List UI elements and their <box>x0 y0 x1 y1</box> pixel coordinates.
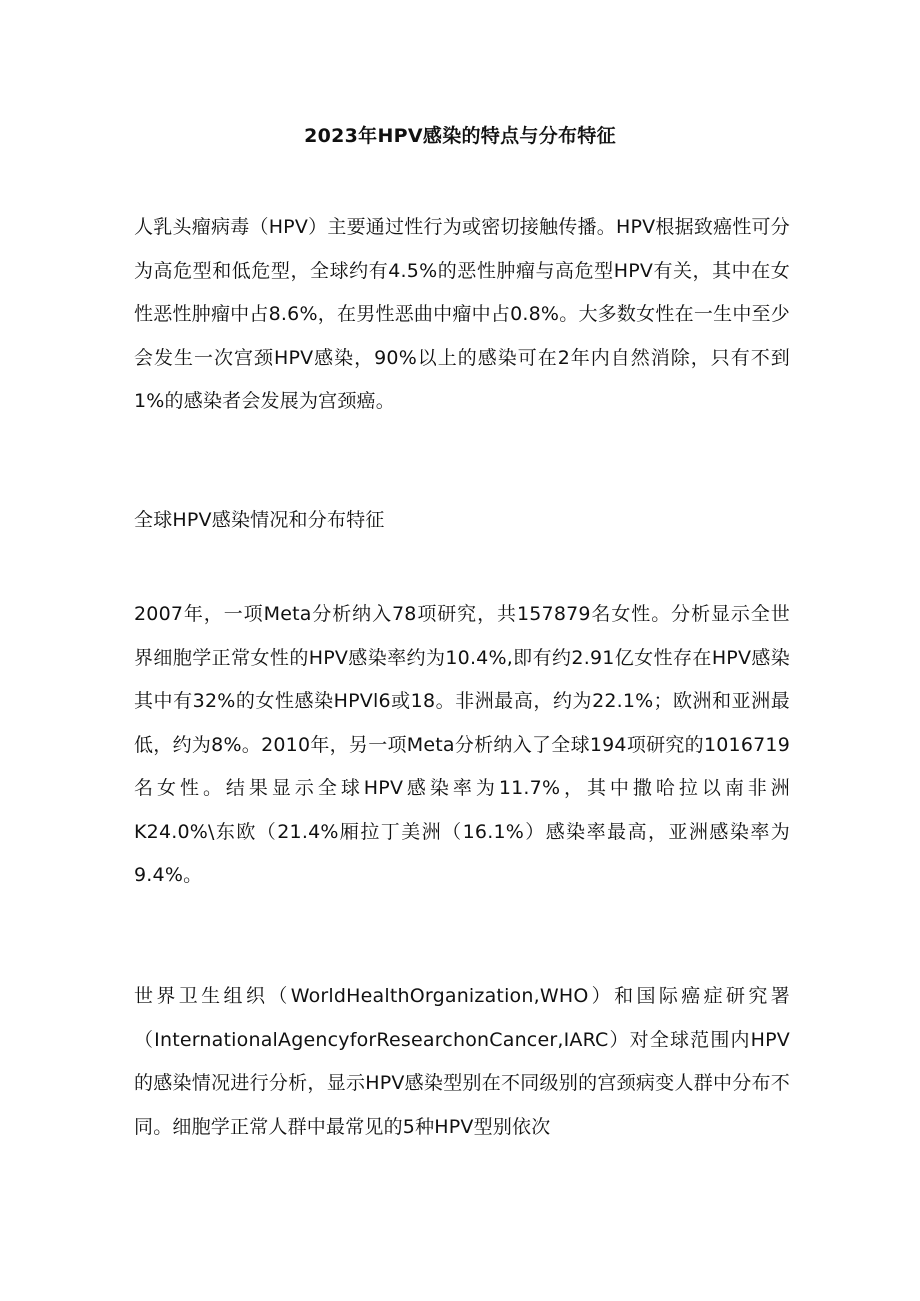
document-title: 2023年HPV感染的特点与分布特征 <box>304 125 616 147</box>
paragraph-meta-analysis: 2007年，一项Meta分析纳入78项研究，共157879名女性。分析显示全世界细胞学正常女性的HPV感染率约为10.4%,即有约2.91亿女性存在HPV感染其中有32%的女性感染HPVl6或18。非洲最高，约为22.1%；欧洲和亚洲最低，约为8%。2010年，另一项Meta分析纳入了全球194项研究的1016719名女性。结果显示全球HPV感染率为11.7%，其中撒哈拉以南非洲K24.0%\东欧（21.4%厢拉丁美洲（16.1%）感染率最高，亚洲感染率为9.4%。 <box>134 603 790 886</box>
section-heading: 全球HPV感染情况和分布特征 <box>134 509 385 531</box>
paragraph-intro: 人乳头瘤病毒（HPV）主要通过性行为或密切接触传播。HPV根据致癌性可分为高危型和低危型，全球约有4.5%的恶性肿瘤与高危型HPV有关，其中在女性恶性肿瘤中占8.6%，在男性恶曲中瘤中占0.8%。大多数女性在一生中至少会发生一次宫颈HPV感染，90%以上的感染可在2年内自然消除，只有不到1%的感染者会发展为宫颈癌。 <box>134 216 790 412</box>
paragraph-who-iarc: 世界卫生组织（WorldHealthOrganization,WHO）和国际癌症研究署（InternationalAgencyforResearchonCancer,IARC）对全球范围内HPV的感染情况进行分析，显示HPV感染型别在不同级别的宫颈病变人群中分布不同。细胞学正常人群中最常见的5种HPV型别依次 <box>134 985 790 1138</box>
